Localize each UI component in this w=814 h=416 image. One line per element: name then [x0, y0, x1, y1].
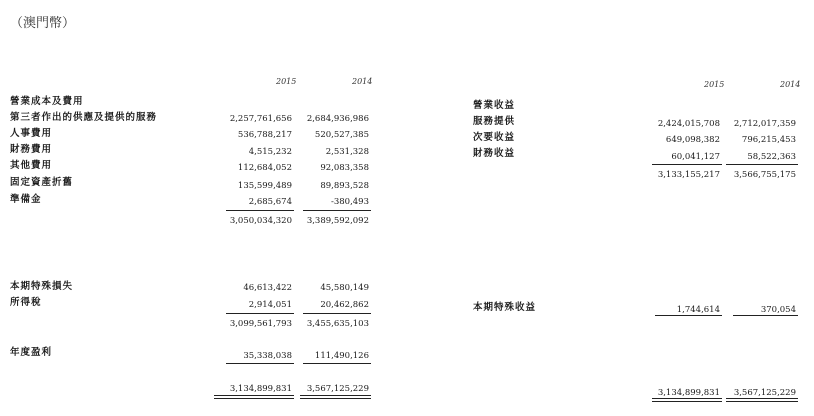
- expense-2015-other: 112,684,052: [237, 163, 292, 173]
- special-gain-label: 本期特殊收益: [473, 302, 537, 313]
- revenue-label-finance: 財務收益: [473, 148, 516, 159]
- special-gain-underline-2014: [733, 315, 798, 316]
- right-year-2015-header: 2015: [704, 80, 725, 89]
- special-gain-2014: 370,054: [760, 305, 796, 315]
- left-total-double-underline-2014-a: [300, 395, 371, 396]
- profit-2014: 111,490,126: [314, 351, 369, 361]
- expenses-subtotal-2015: 3,050,034,320: [229, 216, 292, 226]
- left-total-double-underline-2015-b: [214, 398, 294, 399]
- revenue-2015-secondary: 649,098,382: [665, 135, 720, 145]
- revenue-2014-finance: 58,522,363: [747, 152, 796, 162]
- expenses-underline-2014: [303, 210, 371, 211]
- left-year-2014-header: 2014: [352, 77, 373, 86]
- right-total-double-underline-2015-b: [652, 401, 722, 402]
- expense-label-depreciation: 固定資產折舊: [10, 177, 74, 188]
- left-total-double-underline-2014-b: [300, 398, 371, 399]
- income-tax-label: 所得稅: [10, 297, 42, 308]
- special-loss-2015: 46,613,422: [243, 283, 292, 293]
- profit-underline-2015: [226, 363, 294, 364]
- other-subtotal-2015: 3,099,561,793: [229, 319, 292, 329]
- expense-label-other: 其他費用: [10, 160, 53, 171]
- revenue-2015-services: 2,424,015,708: [657, 119, 720, 129]
- left-total-2015: 3,134,899,831: [229, 384, 292, 394]
- profit-underline-2014: [303, 363, 371, 364]
- other-underline-2014: [303, 313, 371, 314]
- special-gain-2015: 1,744,614: [676, 305, 720, 315]
- expense-2015-provisions: 2,685,674: [248, 197, 292, 207]
- other-underline-2015: [226, 313, 294, 314]
- expense-2014-other: 92,083,358: [320, 163, 369, 173]
- profit-2015: 35,338,038: [243, 351, 292, 361]
- expense-2014-depreciation: 89,893,528: [320, 181, 369, 191]
- revenues-subtotal-2015: 3,133,155,217: [657, 170, 720, 180]
- expense-2015-third-party: 2,257,761,656: [229, 114, 292, 124]
- right-total-double-underline-2014-b: [726, 401, 798, 402]
- expense-2015-personnel: 536,788,217: [237, 130, 292, 140]
- special-loss-2014: 45,580,149: [320, 283, 369, 293]
- expense-2014-personnel: 520,527,385: [314, 130, 369, 140]
- revenue-label-services: 服務提供: [473, 116, 516, 127]
- expense-2014-provisions: -380,493: [330, 197, 369, 207]
- other-subtotal-2014: 3,455,635,103: [306, 319, 369, 329]
- expense-2015-finance: 4,515,232: [248, 147, 292, 157]
- currency-label: （澳門幣）: [10, 16, 76, 31]
- revenue-2015-finance: 60,041,127: [671, 152, 720, 162]
- right-total-double-underline-2015-a: [652, 398, 722, 399]
- right-section-title: 營業收益: [473, 100, 516, 111]
- expense-2014-finance: 2,531,328: [325, 147, 369, 157]
- income-tax-2015: 2,914,051: [248, 300, 292, 310]
- special-gain-underline-2015: [655, 315, 722, 316]
- expense-label-third-party: 第三者作出的供應及提供的服務: [10, 112, 158, 123]
- revenues-subtotal-2014: 3,566,755,175: [733, 170, 796, 180]
- special-loss-label: 本期特殊損失: [10, 281, 74, 292]
- revenue-2014-services: 2,712,017,359: [733, 119, 796, 129]
- right-total-double-underline-2014-a: [726, 398, 798, 399]
- revenue-label-secondary: 次要收益: [473, 132, 516, 143]
- revenues-underline-2015: [652, 164, 722, 165]
- left-year-2015-header: 2015: [276, 77, 297, 86]
- expense-label-provisions: 準備金: [10, 194, 42, 205]
- expense-label-finance: 財務費用: [10, 144, 53, 155]
- right-year-2014-header: 2014: [780, 80, 801, 89]
- revenue-2014-secondary: 796,215,453: [741, 135, 796, 145]
- right-total-2014: 3,567,125,229: [733, 388, 796, 398]
- expense-label-personnel: 人事費用: [10, 128, 53, 139]
- expense-2014-third-party: 2,684,936,986: [306, 114, 369, 124]
- expenses-subtotal-2014: 3,389,592,092: [306, 216, 369, 226]
- left-total-double-underline-2015-a: [214, 395, 294, 396]
- left-section-title: 營業成本及費用: [10, 96, 84, 107]
- left-total-2014: 3,567,125,229: [306, 384, 369, 394]
- income-tax-2014: 20,462,862: [320, 300, 369, 310]
- revenues-underline-2014: [726, 164, 798, 165]
- expenses-underline-2015: [226, 210, 294, 211]
- profit-label: 年度盈利: [10, 347, 53, 358]
- expense-2015-depreciation: 135,599,489: [237, 181, 292, 191]
- right-total-2015: 3,134,899,831: [657, 388, 720, 398]
